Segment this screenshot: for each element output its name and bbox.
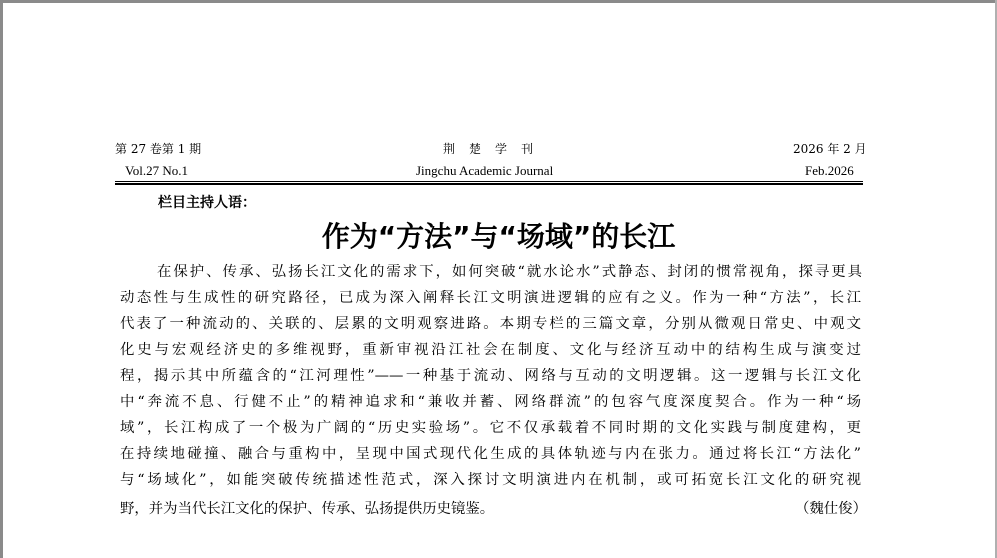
article-title: 作为“方法”与“场域”的长江 xyxy=(321,220,676,253)
body-line-8: 在持续地碰撞、融合与重构中，呈现中国式现代化生成的具体轨迹与内在张力。通过将长江“方法化” xyxy=(120,446,861,462)
body-line-5: 程，揭示其中所蕴含的“江河理性”——一种基于流动、网络与互动的文明逻辑。这一逻辑与长江文化 xyxy=(120,368,861,384)
page-frame-top xyxy=(0,0,997,3)
header-date-en: Feb.2026 xyxy=(805,163,854,178)
header-volume-en: Vol.27 No.1 xyxy=(125,163,188,178)
body-line-1: 在保护、传承、弘扬长江文化的需求下，如何突破“就水论水”式静态、封闭的惯常视角，探寻更具 xyxy=(157,264,862,280)
header-rule-thick xyxy=(115,183,863,185)
header-journal-en: Jingchu Academic Journal xyxy=(416,163,554,178)
header-rule-thin xyxy=(115,181,863,182)
body-line-4: 化史与宏观经济史的多维视野，重新审视沿江社会在制度、文化与经济互动中的结构生成与演变过 xyxy=(120,342,861,358)
body-line-3: 代表了一种流动的、关联的、层累的文明观察进路。本期专栏的三篇文章，分别从微观日常史、中观文 xyxy=(120,316,861,332)
body-line-9: 与“场域化”，如能突破传统描述性范式，深入探讨文明演进内在机制，或可拓宽长江文化的研究视 xyxy=(120,472,861,488)
body-line-10: 野，并为当代长江文化的保护、传承、弘扬提供历史镜鉴。 xyxy=(120,501,495,517)
header-date-cn: 2026 年 2 月 xyxy=(793,142,867,156)
body-line-2: 动态性与生成性的研究路径，已成为深入阐释长江文明演进逻辑的应有之义。作为一种“方法”，长江 xyxy=(120,290,861,306)
column-label: 栏目主持人语： xyxy=(158,195,256,211)
page-frame-left xyxy=(0,0,3,558)
header-volume-cn: 第 27 卷第 1 期 xyxy=(115,142,202,156)
author-signature: （魏仕俊） xyxy=(795,501,867,517)
body-line-7: 域”，长江构成了一个极为广阔的“历史实验场”。它不仅承载着不同时期的文化实践与制度建构，更 xyxy=(120,420,861,436)
header-journal-cn: 荆楚学刊 xyxy=(443,142,548,156)
body-line-6: 中“奔流不息、行健不止”的精神追求和“兼收并蓄、网络群流”的包容气度深度契合。作为一种“场 xyxy=(120,394,861,410)
